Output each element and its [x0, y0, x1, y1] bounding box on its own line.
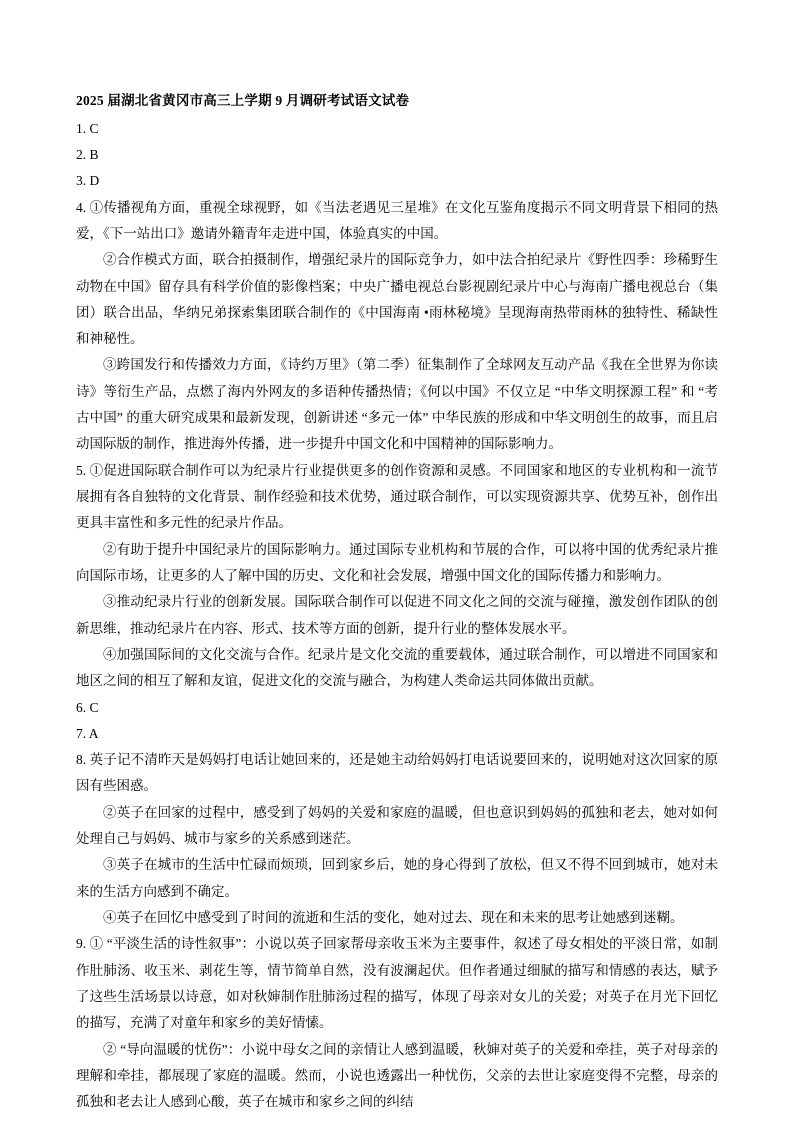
answer-line-6: 6. C	[76, 699, 99, 715]
answer-line-2: 2. B	[76, 146, 99, 162]
answer-block-8-sub-4: ④英子在回忆中感受到了时间的流逝和生活的变化，她对过去、现在和未来的思考让她感到迷糊。	[103, 910, 684, 926]
page-title: 2025 届湖北省黄冈市高三上学期 9 月调研考试语文试卷	[76, 93, 410, 108]
answer-block-8-sub-3: ③英子在城市的生活中忙碌而烦琐，回到家乡后，她的身心得到了放松，但又不得不回到城市，她对未来的生活方向感到不确定。	[76, 857, 718, 899]
answer-line-7: 7. A	[76, 725, 99, 741]
answer-block-8: 8. 英子记不清昨天是妈妈打电话让她回来的，还是她主动给妈妈打电话说要回来的，说明她对这次回家的原因有些困惑。	[76, 752, 718, 794]
answer-block-5: 5. ①促进国际联合制作可以为纪录片行业提供更多的创作资源和灵感。不同国家和地区的专业机构和一流节展拥有各自独特的文化背景、制作经验和技术优势，通过联合制作，可以实现资源共享、优势互补，创作出更具丰富性和多元性的纪录片作品。	[76, 462, 718, 531]
answer-block-5-sub-3: ③推动纪录片行业的创新发展。国际联合制作可以促进不同文化之间的交流与碰撞，激发创作团队的创新思维，推动纪录片在内容、形式、技术等方面的创新，提升行业的整体发展水平。	[76, 594, 718, 636]
answer-block-4: 4. ①传播视角方面，重视全球视野，如《当法老遇见三星堆》在文化互鉴角度揭示不同文明背景下相同的热爱，《下一站出口》邀请外籍青年走进中国，体验真实的中国。	[76, 199, 718, 241]
answer-block-4-sub-2: ②合作模式方面，联合拍摄制作，增强纪录片的国际竞争力，如中法合拍纪录片《野性四季：珍稀野生动物在中国》留存具有科学价值的影像档案；中央广播电视总台影视剧纪录片中心与海南广播电视总台（集团）联合出品，华纳兄弟探索集团联合制作的《中国海南 •雨林秘境》呈现海南热带雨林的独特性、稀缺性和神秘性。	[76, 252, 718, 347]
answer-block-9: 9. ① “平淡生活的诗性叙事”：小说以英子回家帮母亲收玉米为主要事件，叙述了母女相处的平淡日常，如制作肚肺汤、收玉米、剥花生等，情节简单自然，没有波澜起伏。但作者通过细腻的描写和情感的表达，赋予了这些生活场景以诗意，如对秋婶制作肚肺汤过程的描写，体现了母亲对女儿的关爱；对英子在月光下回忆的描写，充满了对童年和家乡的美好情愫。	[76, 936, 718, 1031]
answer-block-8-sub-2: ②英子在回家的过程中，感受到了妈妈的关爱和家庭的温暖，但也意识到妈妈的孤独和老去，她对如何处理自己与妈妈、城市与家乡的关系感到迷茫。	[76, 804, 718, 847]
answer-line-3: 3. D	[76, 173, 100, 189]
answer-block-4-sub-3: ③跨国发行和传播效力方面，《诗约万里》（第二季）征集制作了全球网友互动产品《我在全世界为你读诗》等衍生产品，点燃了海内外网友的多语种传播热情；《何以中国》不仅立足 “中华文明探源工程” 和 “考古中国” 的重大研究成果和最新发现，创新讲述 “多元一体” 中华民族的形成和中华文明创生的故事，而且启动国际版的制作，推进海外传播，进一步提升中国文化和中国精神的国际影响力。	[76, 357, 718, 452]
answer-block-5-sub-2: ②有助于提升中国纪录片的国际影响力。通过国际专业机构和节展的合作，可以将中国的优秀纪录片推向国际市场，让更多的人了解中国的历史、文化和社会发展，增强中国文化的国际传播力和影响力。	[76, 541, 718, 583]
answer-line-1: 1. C	[76, 120, 99, 136]
answer-block-5-sub-4: ④加强国际间的文化交流与合作。纪录片是文化交流的重要载体，通过联合制作，可以增进不同国家和地区之间的相互了解和友谊，促进文化的交流与融合，为构建人类命运共同体做出贡献。	[76, 646, 718, 689]
answer-block-9-sub-2: ② “导向温暖的忧伤”：小说中母女之间的亲情让人感到温暖，秋婶对英子的关爱和牵挂，英子对母亲的理解和牵挂，都展现了家庭的温暖。然而，小说也透露出一种忧伤，父亲的去世让家庭变得不完整，母亲的孤独和老去让人感到心酸，英子在城市和家乡之间的纠结	[76, 1041, 718, 1110]
